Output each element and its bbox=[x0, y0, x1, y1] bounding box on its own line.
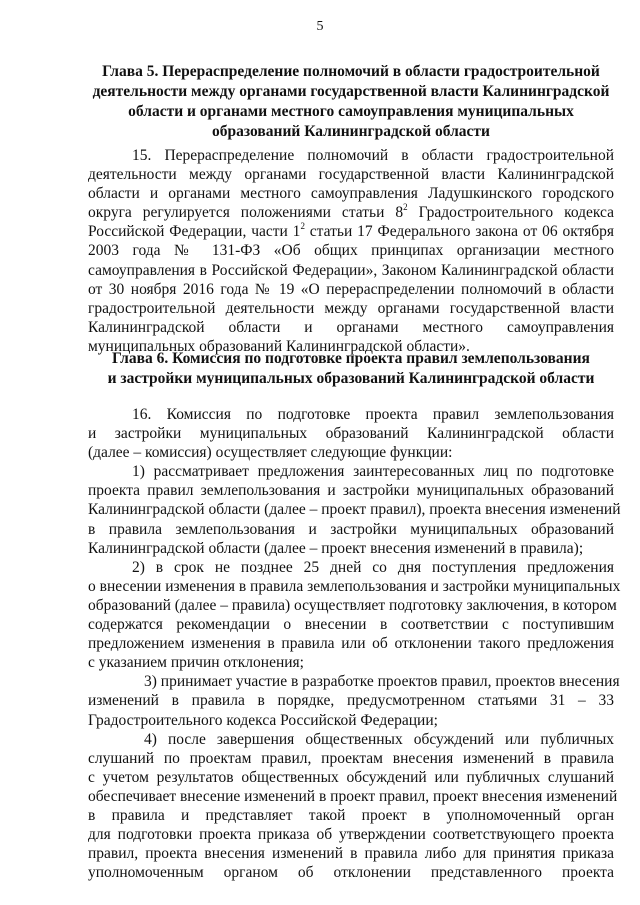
text-line: в правила землепользования и застройки муниципальных образований bbox=[88, 520, 614, 538]
text-line: в правила и представляет такой проект в уполномоченный орган bbox=[88, 806, 614, 824]
chapter-5-heading-line: образований Калининградской области bbox=[212, 123, 490, 140]
paragraph-16 bbox=[88, 405, 621, 882]
chapter-6-heading-line: Глава 6. Комиссия по подготовке проекта правил землепользования bbox=[112, 350, 590, 367]
text-line: 2) в срок не позднее 25 дней со дня поступления предложения bbox=[132, 558, 614, 576]
text-line: слушаний по проектам правил, проектам внесения изменений в правила bbox=[88, 749, 614, 767]
chapter-5-heading-line: деятельности между органами государственной власти Калининградской bbox=[92, 83, 610, 100]
text-line: Градостроительного кодекса Российской Федерации; bbox=[88, 711, 438, 729]
text-line: изменений в правила в порядке, предусмотренном статьями 31 – 33 bbox=[88, 692, 614, 710]
text-fragment: Градостроительного кодекса bbox=[407, 204, 614, 222]
text-line: (далее – комиссия) осуществляет следующие функции: bbox=[88, 444, 453, 462]
text-fragment: статьи 17 Федерального закона от 06 октября bbox=[304, 223, 614, 241]
text-line: с учетом результатов общественных обсуждений или публичных слушаний bbox=[88, 768, 614, 786]
text-line: 4) после завершения общественных обсуждений или публичных bbox=[144, 730, 614, 748]
text-line: Калининградской области (далее – проект правил), проекта внесения изменений bbox=[88, 501, 621, 519]
chapter-5-heading-line: области и органами местного самоуправления муниципальных bbox=[128, 103, 574, 120]
page-number: 5 bbox=[316, 19, 324, 34]
text-line: 2003 года № 131-ФЗ «Об общих принципах организации местного bbox=[88, 242, 614, 260]
text-line: от 30 ноября 2016 года № 19 «О перераспределении полномочий в области bbox=[88, 280, 614, 298]
text-line: 16. Комиссия по подготовке проекта правил землепользования bbox=[132, 406, 614, 423]
text-line: для подготовки проекта приказа об утверждении соответствующего проекта bbox=[88, 826, 614, 844]
text-line: обеспечивает внесение изменений в проект правил, проект внесения изменений bbox=[88, 787, 618, 805]
chapter-5-heading bbox=[88, 62, 614, 142]
text-line: с указанием причин отклонения; bbox=[88, 654, 304, 672]
text-line: содержатся рекомендации о внесении в соответствии с поступившим bbox=[88, 616, 614, 634]
text-line: 15. Перераспределение полномочий в области градостроительной bbox=[132, 147, 614, 164]
chapter-6-heading-line: и застройки муниципальных образований Калининградской области bbox=[107, 370, 595, 387]
text-line: проекта правил землепользования и застройки муниципальных образований bbox=[88, 482, 614, 500]
superscript: 2 bbox=[403, 202, 408, 213]
text-fragment: Российской Федерации, части 1 bbox=[88, 223, 301, 241]
text-line: муниципальных образований Калининградской области». bbox=[88, 337, 470, 355]
text-line: уполномоченным органом об отклонении представленного проекта bbox=[88, 864, 614, 882]
text-line: самоуправления в Российской Федерации», Законом Калининградской области bbox=[88, 261, 614, 279]
text-line bbox=[88, 203, 614, 222]
text-line: деятельности между органами государственной власти Калининградской bbox=[88, 166, 614, 184]
chapter-5-heading-line: Глава 5. Перераспределение полномочий в области градостроительной bbox=[102, 63, 600, 80]
text-line: образований (далее – правила) осуществляет подготовку заключения, в котором bbox=[88, 596, 617, 614]
text-line: области и органами местного самоуправления Ладушкинского городского bbox=[88, 185, 614, 203]
text-fragment: округа регулируется положениями статьи 8 bbox=[88, 204, 404, 222]
superscript: 2 bbox=[300, 221, 305, 232]
text-line: Калининградской области (далее – проект внесения изменений в правила); bbox=[88, 539, 584, 557]
text-line: предложением изменения в правила или об отклонении такого предложения bbox=[88, 635, 614, 653]
chapter-6-heading bbox=[88, 349, 614, 389]
paragraph-15 bbox=[88, 146, 614, 356]
text-line: правил, проекта внесения изменений в правила либо для принятия приказа bbox=[88, 845, 614, 863]
text-line bbox=[88, 222, 614, 241]
text-line: о внесении изменения в правила землепользования и застройки муниципальных bbox=[88, 577, 621, 595]
text-line: 1) рассматривает предложения заинтересованных лиц по подготовке bbox=[132, 463, 614, 481]
text-line: Калининградской области и органами местного самоуправления bbox=[88, 318, 614, 336]
text-line: и застройки муниципальных образований Калининградской области bbox=[88, 425, 614, 443]
text-line: градостроительной деятельности между органами государственной власти bbox=[88, 299, 614, 317]
text-line: 3) принимает участие в разработке проектов правил, проектов внесения bbox=[144, 673, 620, 691]
